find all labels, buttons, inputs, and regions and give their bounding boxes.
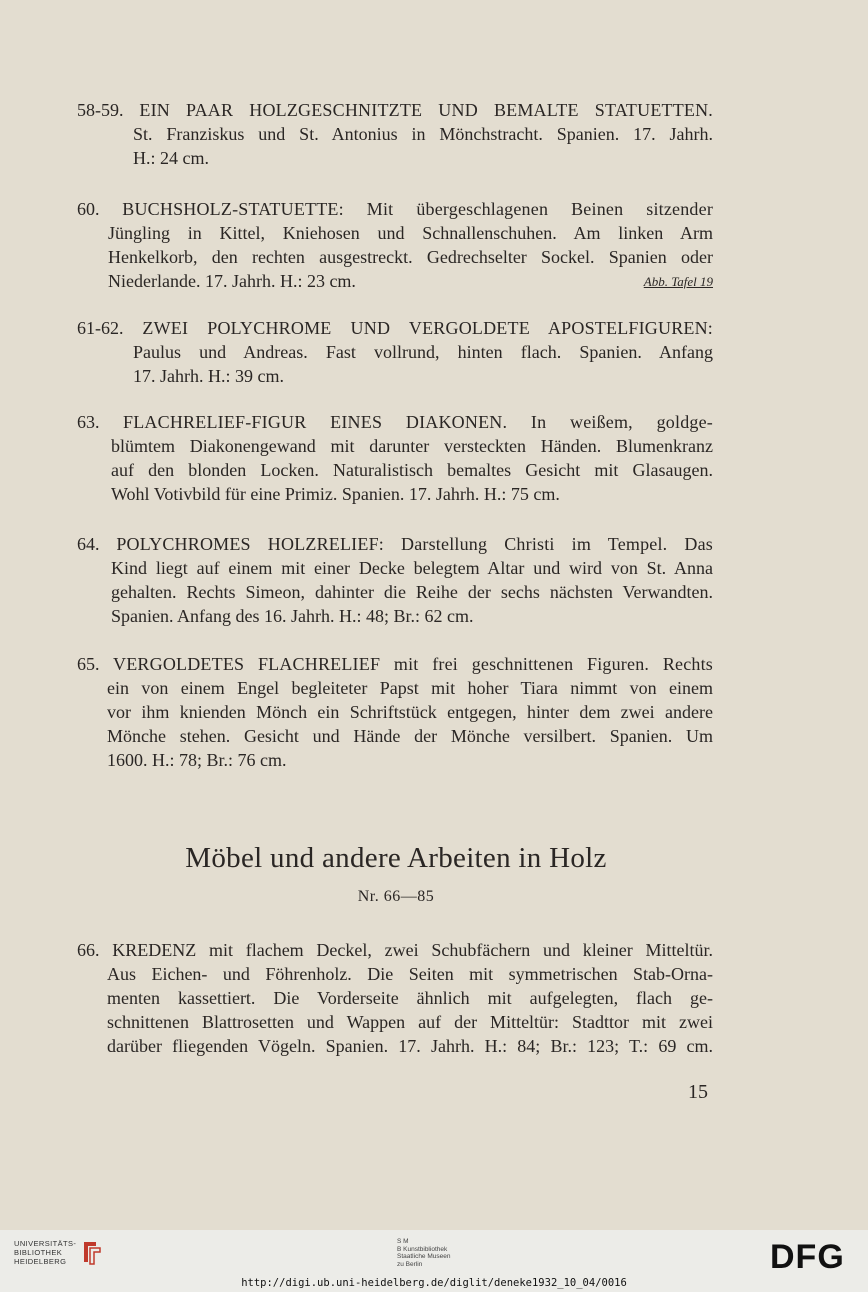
catalog-entry-64	[77, 532, 713, 628]
entry-line: 65. VERGOLDETES FLACHRELIEF mit frei geschnittenen Figuren. Rechts	[77, 654, 714, 674]
entry-line: 60. BUCHSHOLZ-STATUETTE: Mit übergeschlagenen Beinen sitzender	[77, 199, 714, 219]
smb-kunstbibliothek-label[interactable]	[397, 1238, 450, 1268]
dfg-logo[interactable]: DFG	[770, 1238, 845, 1276]
catalog-entry-63	[77, 410, 713, 506]
university-library-label[interactable]	[14, 1239, 76, 1266]
university-line: HEIDELBERG	[14, 1257, 67, 1266]
catalog-entry-61-62	[77, 316, 713, 388]
entry-line: Spanien. Anfang des 16. Jahrh. H.: 48; Br.: 62 cm.	[111, 606, 474, 626]
entry-line: 64. POLYCHROMES HOLZRELIEF: Darstellung Christi im Tempel. Das	[77, 534, 714, 554]
section-range: Nr. 66—85	[357, 888, 435, 905]
entry-line: vor ihm knienden Mönch ein Schriftstück entgegen, hinter dem zwei andere	[107, 702, 713, 722]
entry-line: Niederlande. 17. Jahrh. H.: 23 cm. Abb. Tafel 19	[77, 269, 713, 293]
entry-line: Aus Eichen- und Föhrenholz. Die Seiten mit symmetrischen Stab-Orna-	[107, 964, 713, 984]
entry-line: St. Franziskus und St. Antonius in Mönchstracht. Spanien. 17. Jahrh.	[133, 124, 713, 144]
entry-line: Wohl Votivbild für eine Primiz. Spanien. 17. Jahrh. H.: 75 cm.	[111, 484, 560, 504]
entry-line: menten kassettiert. Die Vorderseite ähnlich mit aufgelegten, flach ge-	[107, 988, 713, 1008]
entry-line: blümtem Diakonengewand mit darunter versteckten Händen. Blumenkranz	[111, 436, 713, 456]
smb-line: B Kunstbibliothek	[397, 1245, 448, 1253]
smb-line: S M	[397, 1238, 409, 1245]
entry-line: 1600. H.: 78; Br.: 76 cm.	[107, 750, 287, 770]
university-line: UNIVERSITÄTS-	[14, 1239, 77, 1248]
entry-line: auf den blonden Locken. Naturalistisch bemaltes Gesicht mit Glasaugen.	[111, 460, 713, 480]
catalog-entry-66	[77, 938, 713, 1058]
entry-line: 63. FLACHRELIEF-FIGUR EINES DIAKONEN. In weißem, goldge-	[77, 412, 713, 432]
entry-line: Jüngling in Kittel, Kniehosen und Schnallenschuhen. Am linken Arm	[108, 223, 713, 243]
entry-line: H.: 24 cm.	[133, 148, 209, 168]
section-heading: Möbel und andere Arbeiten in Holz	[185, 842, 607, 874]
entry-line: 58-59. EIN PAAR HOLZGESCHNITZTE UND BEMALTE STATUETTEN.	[77, 100, 713, 120]
entry-line: 61-62. ZWEI POLYCHROME UND VERGOLDETE APOSTELFIGUREN:	[77, 318, 713, 338]
entry-line: Henkelkorb, den rechten ausgestreckt. Gedrechselter Sockel. Spanien oder	[108, 247, 713, 267]
viewer-footer	[0, 1230, 868, 1292]
entry-line: 17. Jahrh. H.: 39 cm.	[133, 366, 284, 386]
entry-line: ein von einem Engel begleiteter Papst mit hoher Tiara nimmt von einem	[107, 678, 713, 698]
entry-line: schnittenen Blattrosetten und Wappen auf der Mitteltür: Stadttor mit zwei	[107, 1012, 713, 1032]
catalog-entry-60	[77, 197, 713, 294]
plate-reference: Abb. Tafel 19	[643, 274, 713, 289]
catalog-entry-65	[77, 652, 713, 772]
entry-line: Kind liegt auf einem mit einer Decke belegtem Altar und wird von St. Anna	[111, 558, 713, 578]
university-line: BIBLIOTHEK	[14, 1248, 63, 1257]
smb-line: zu Berlin	[397, 1260, 423, 1268]
entry-line: darüber fliegenden Vögeln. Spanien. 17. Jahrh. H.: 84; Br.: 123; T.: 69 cm.	[107, 1036, 713, 1056]
entry-line: gehalten. Rechts Simeon, dahinter die Reihe der sechs nächsten Verwandten.	[111, 582, 713, 602]
entry-line: Mönche stehen. Gesicht und Hände der Mönche versilbert. Spanien. Um	[107, 726, 713, 746]
entry-line: 66. KREDENZ mit flachem Deckel, zwei Schubfächern und kleiner Mitteltür.	[77, 940, 713, 960]
university-logo-icon[interactable]	[80, 1238, 104, 1266]
entry-line: Paulus und Andreas. Fast vollrund, hinten flach. Spanien. Anfang	[133, 342, 713, 362]
smb-line: Staatliche Museen	[397, 1253, 451, 1260]
page-number: 15	[688, 1081, 708, 1103]
catalog-entry-58-59	[77, 98, 713, 170]
permalink-url[interactable]: http://digi.ub.uni-heidelberg.de/diglit/deneke1932_10_04/0016	[241, 1277, 627, 1289]
